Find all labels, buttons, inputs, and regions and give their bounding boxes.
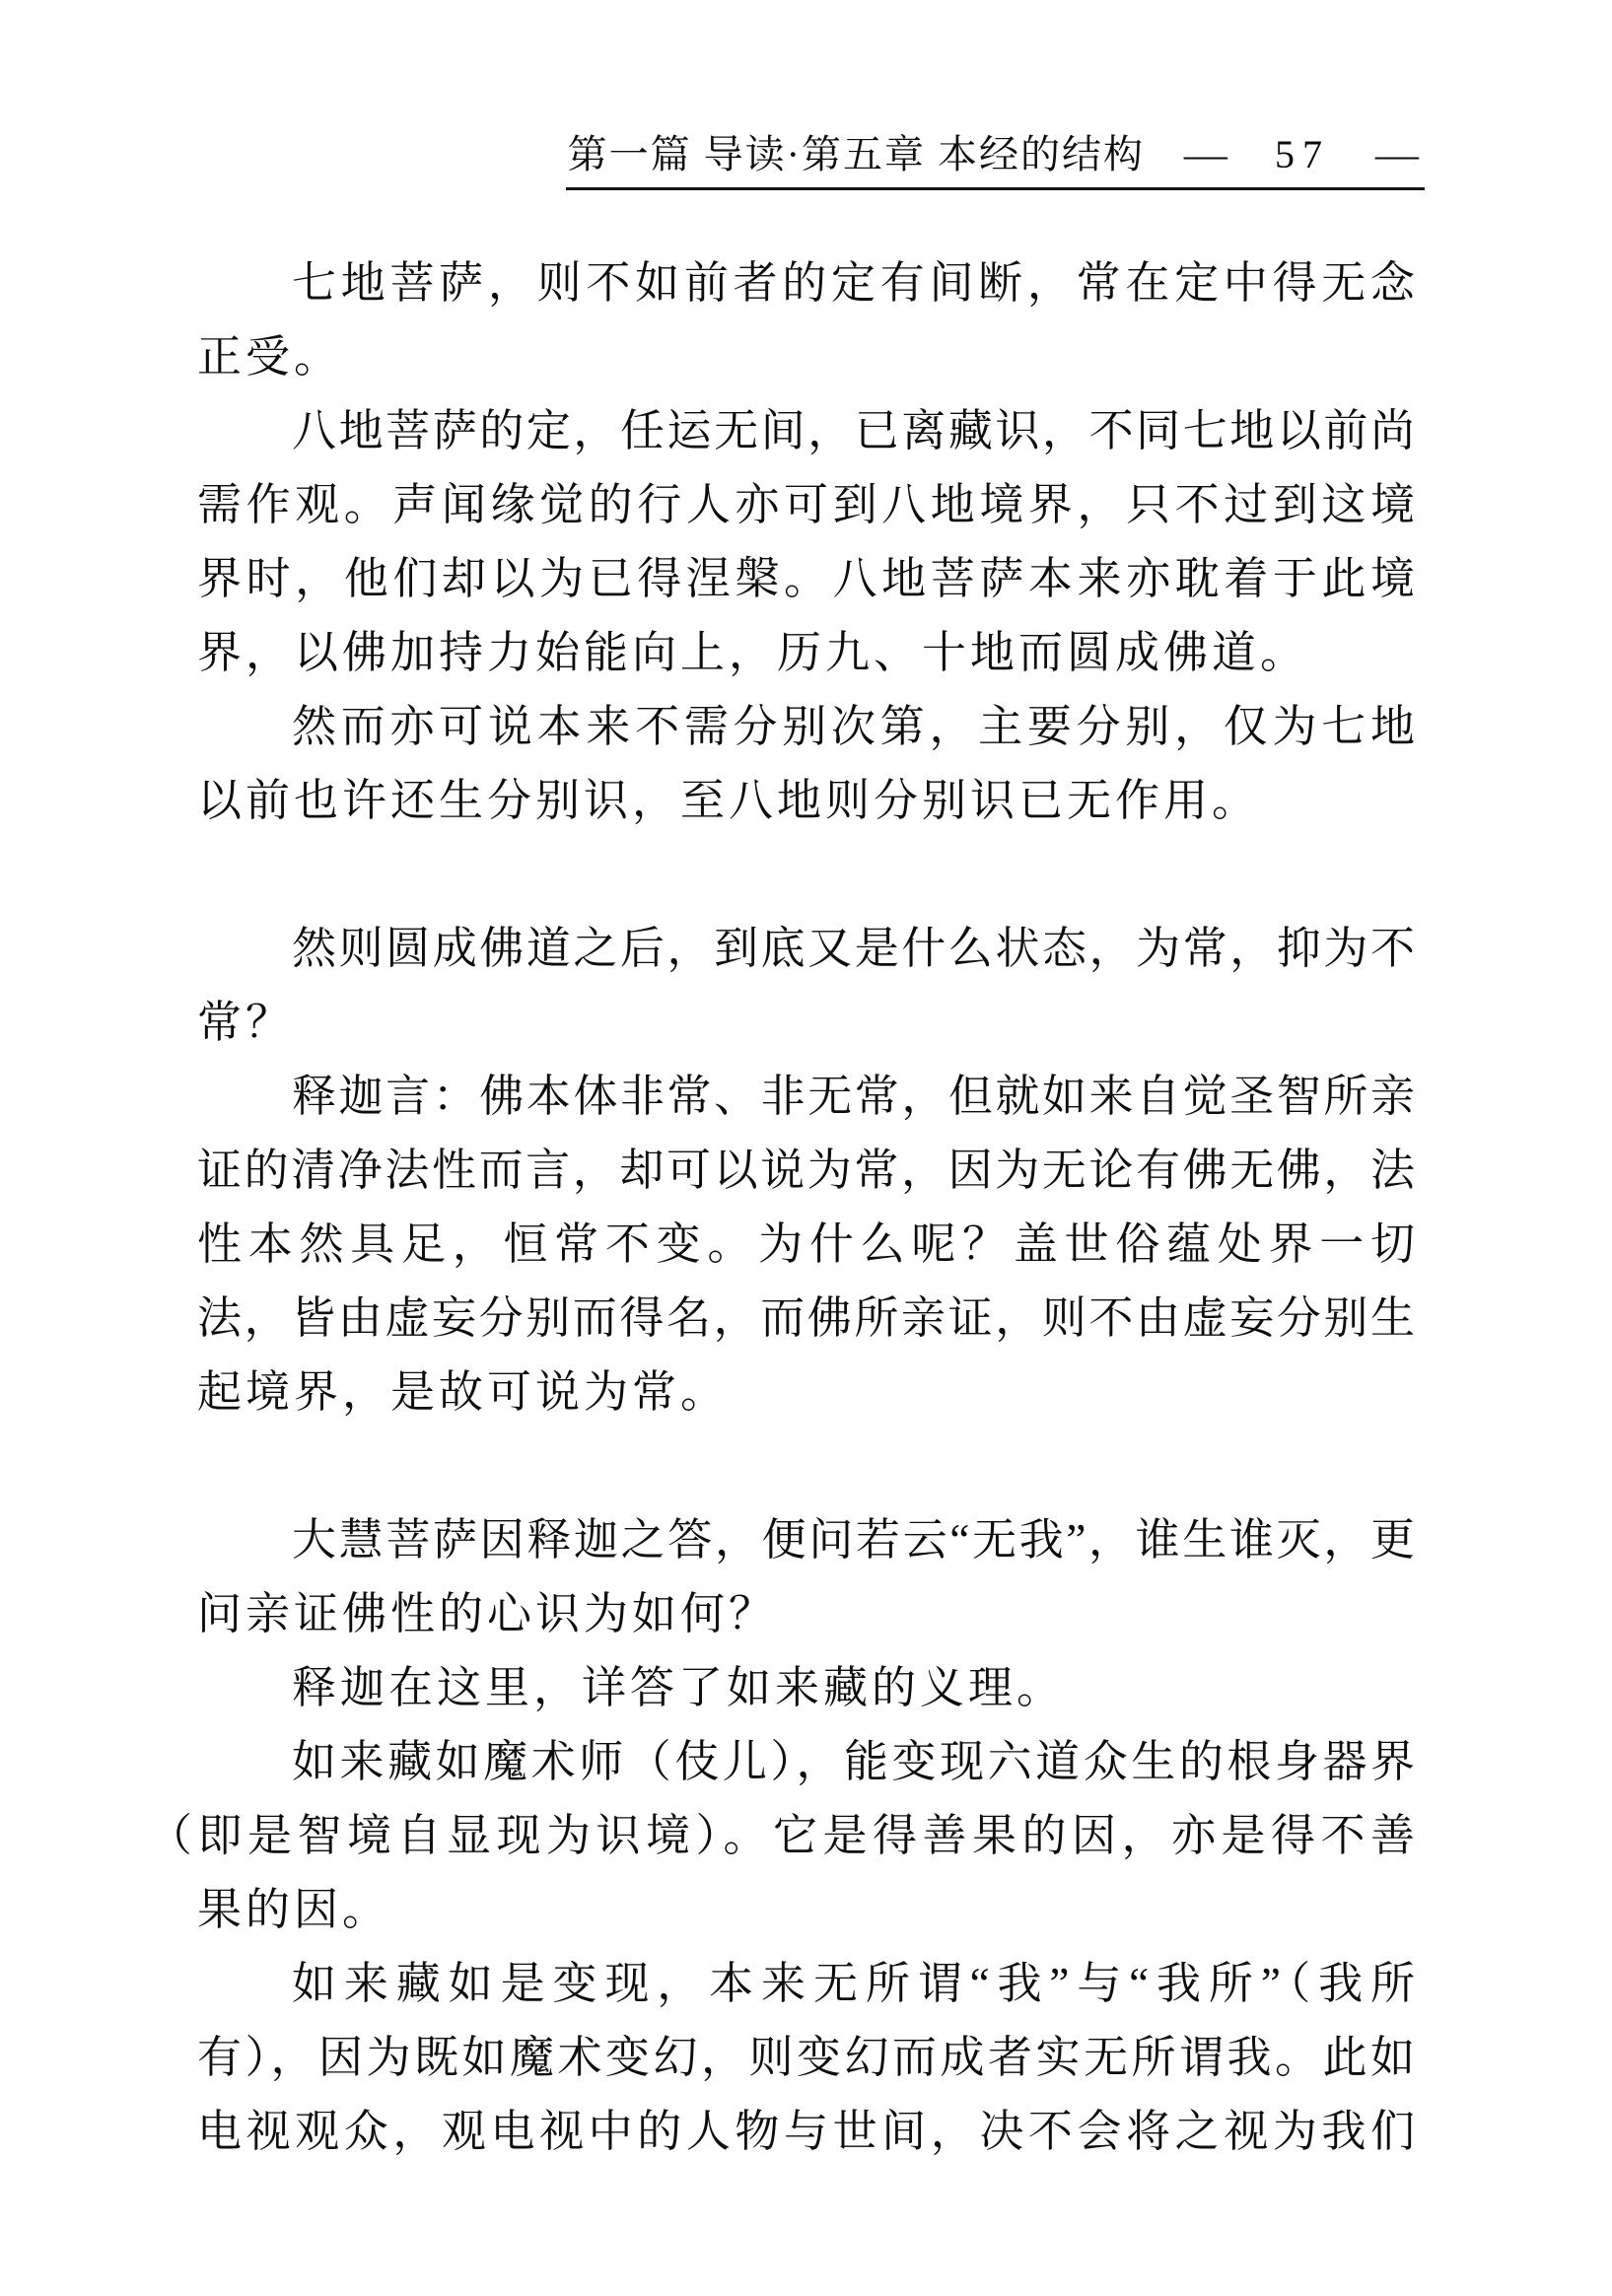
text-line: 性本然具足，恒常不变。为什么呢？盖世俗蕴处界一切	[197, 1219, 1415, 1269]
running-head	[566, 132, 1425, 190]
text-line: 果的因。	[197, 1885, 391, 1934]
page-number-dash-left: —	[1183, 132, 1230, 176]
text-line: 电视观众，观电视中的人物与世间，决不会将之视为我们	[197, 2107, 1415, 2156]
text-line: 然而亦可说本来不需分别次第，主要分别，仅为七地	[292, 702, 1415, 751]
text-line: 界，以佛加持力始能向上，历九、十地而圆成佛道。	[197, 628, 1309, 677]
text-line: 常？	[197, 998, 295, 1047]
text-line: 法，皆由虚妄分别而得名，而佛所亲证，则不由虚妄分别生	[197, 1293, 1415, 1343]
text-line: 八地菩萨的定，任运无间，已离藏识，不同七地以前尚	[292, 406, 1415, 455]
text-line: 然则圆成佛道之后，到底又是什么状态，为常，抑为不	[292, 924, 1415, 973]
text-line: 以前也许还生分别识，至八地则分别识已无作用。	[197, 776, 1261, 825]
text-line: 证的清净法性而言，却可以说为常，因为无论有佛无佛，法	[197, 1146, 1415, 1195]
text-line: 如来藏如魔术师（伎儿），能变现六道众生的根身器界	[292, 1737, 1415, 1786]
text-line: 七地菩萨，则不如前者的定有间断，常在定中得无念	[292, 258, 1415, 308]
text-line: 界时，他们却以为已得涅槃。八地菩萨本来亦耽着于此境	[197, 554, 1415, 603]
blank-line	[197, 838, 1415, 912]
text-line: （即是智境自显现为识境）。它是得善果的因，亦是得不善	[148, 1811, 1415, 1860]
text-line: 大慧菩萨因释迦之答，便问若云“无我”，谁生谁灭，更	[292, 1515, 1415, 1565]
page-number-dash-right: —	[1374, 132, 1422, 176]
text-line: 有），因为既如魔术变幻，则变幻而成者实无所谓我。此如	[197, 2033, 1415, 2082]
text-line: 释迦在这里，详答了如来藏的义理。	[292, 1663, 1066, 1712]
page-number: 57	[1275, 132, 1330, 176]
blank-line	[197, 1429, 1415, 1503]
text-line: 需作观。声闻缘觉的行人亦可到八地境界，只不过到这境	[197, 480, 1415, 529]
running-head-title: 第一篇 导读·第五章 本经的结构	[567, 132, 1145, 176]
text-line: 释迦言：佛本体非常、非无常，但就如来自觉圣智所亲	[292, 1072, 1415, 1121]
text-line: 起境界，是故可说为常。	[197, 1367, 730, 1417]
text-line: 如来藏如是变现，本来无所谓“我”与“我所”（我所	[292, 1959, 1415, 2008]
text-line: 正受。	[197, 332, 343, 382]
text-body	[148, 246, 1415, 2169]
text-line: 问亲证佛性的心识为如何？	[197, 1589, 778, 1638]
